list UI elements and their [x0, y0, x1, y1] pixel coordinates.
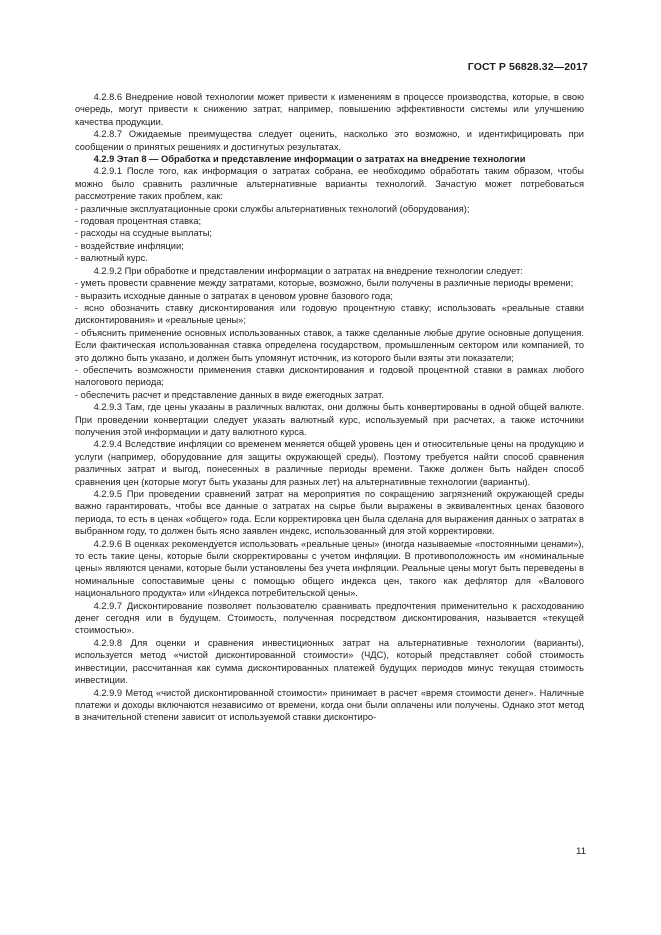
list-item: - объяснить применение основных использованных ставок, а также сделанные любые другие основные допущения. Если фактическая использованная ставка определена государством, промышленным сектором или компанией, то это должно быть указано, и должен быть упомянут источник, из которого были взяты эти показатели; — [75, 327, 584, 363]
document-body — [75, 91, 584, 724]
list-item: - ясно обозначить ставку дисконтирования или годовую процентную ставку; использовать «реальные ставки дисконтирования» и «реальные цены»; — [75, 302, 584, 326]
paragraph: 4.2.9.4 Вследствие инфляции со временем меняется общей уровень цен и относительные цены на продукцию и услуги (например, оборудование для защиты окружающей среды). Поэтому требуется найти способ сравнения различных затрат и выгод, понесенных в различные периоды времени. Также должен быть найден способ сравнения цен (которые могут быть указаны для разных лет) на альтернативные технологии (варианты). — [75, 439, 584, 487]
list-item: - годовая процентная ставка; — [75, 216, 202, 227]
paragraph: 4.2.9.6 В оценках рекомендуется использовать «реальные цены» (иногда называемые «постоянными ценами»), то есть такие цены, которые были скорректированы с учетом инфляции. В противоположность им «номинальные цены» являются ценами, которые были установлены без учета инфляции. Реальные цены могут быть переведены в номинальные сопоставимые цены с помощью общего индекса цен, такого как дефлятор для «Валового национального продукта» или «Индекса потребительской цены». — [75, 538, 584, 599]
list-item: - обеспечить возможности применения ставки дисконтирования и годовой процентной ставки в рамках любого налогового периода; — [75, 364, 584, 388]
list-item: - выразить исходные данные о затратах в ценовом уровне базового года; — [75, 290, 393, 301]
list-item: - обеспечить расчет и представление данных в виде ежегодных затрат. — [75, 389, 384, 400]
page-number: 11 — [576, 846, 586, 857]
paragraph: 4.2.9.1 После того, как информация о затратах собрана, ее необходимо обработать таким образом, чтобы можно было сравнить различные альтернативные варианты технологий. Зачастую может потребоваться рассмотрение таких проблем, как: — [75, 166, 584, 202]
paragraph: 4.2.9.3 Там, где цены указаны в различных валютах, они должны быть конвертированы в одной общей валюте. При проведении конвертации следует указать валютный курс, используемый при расчетах, а также источники получения этой информации и дату валютного курса. — [75, 402, 584, 437]
section-heading: 4.2.9 Этап 8 — Обработка и представление информации о затратах на внедрение технологии — [93, 154, 526, 165]
paragraph: 4.2.9.5 При проведении сравнений затрат на мероприятия по сокращению загрязнений окружающей среды важно гарантировать, чтобы все данные о затратах на сырье были выражены в эквивалентных ценах базового периода, то есть в ценах «общего» года. Если корректировка цен была сделана для выражения данных о затратах в выбранном году, то должен быть ясно заявлен индекс, использованный для этой корректировки. — [75, 489, 584, 537]
paragraph: 4.2.9.2 При обработке и представлении информации о затратах на внедрение технологии следует: — [93, 265, 523, 276]
list-item: - уметь провести сравнение между затратами, которые, возможно, были получены в различные периоды времени; — [75, 278, 574, 289]
standard-number: ГОСТ Р 56828.32—2017 — [467, 61, 588, 73]
list-item: - валютный курс. — [75, 253, 148, 264]
paragraph: 4.2.9.7 Дисконтирование позволяет пользователю сравнивать предпочтения применительно к расходованию денег сегодня или в будущем. Стоимость, полученная посредством дисконтирования, называется «текущей стоимостью». — [75, 600, 584, 636]
list-item: - воздействие инфляции; — [75, 240, 184, 251]
list-item: - расходы на ссудные выплаты; — [75, 228, 212, 239]
list-item: - различные эксплуатационные сроки службы альтернативных технологий (оборудования); — [75, 203, 470, 214]
paragraph: 4.2.8.7 Ожидаемые преимущества следует оценить, насколько это возможно, и идентифицировать при сообщении о принятых решениях и достигнутых результатах. — [75, 129, 584, 152]
paragraph: 4.2.8.6 Внедрение новой технологии может привести к изменениям в процессе производства, которые, в свою очередь, могут привести к снижению затрат, например, повышению эффективности системы или улучшению качества продукции. — [75, 92, 584, 127]
paragraph: 4.2.9.8 Для оценки и сравнения инвестиционных затрат на альтернативные технологии (варианты), используется метод «чистой дисконтированной стоимости» (ЧДС), который представляет собой стоимость инвестиции, рассчитанная как сумма дисконтированных платежей будущих периодов минус текущая стоимость инвестиции. — [75, 637, 584, 686]
paragraph: 4.2.9.9 Метод «чистой дисконтированной стоимости» принимает в расчет «время стоимости денег». Наличные платежи и доходы включаются независимо от времени, когда они были оплачены или получены. Однако этот метод в значительной степени зависит от используемой ставки дисконтиро- — [75, 687, 584, 723]
